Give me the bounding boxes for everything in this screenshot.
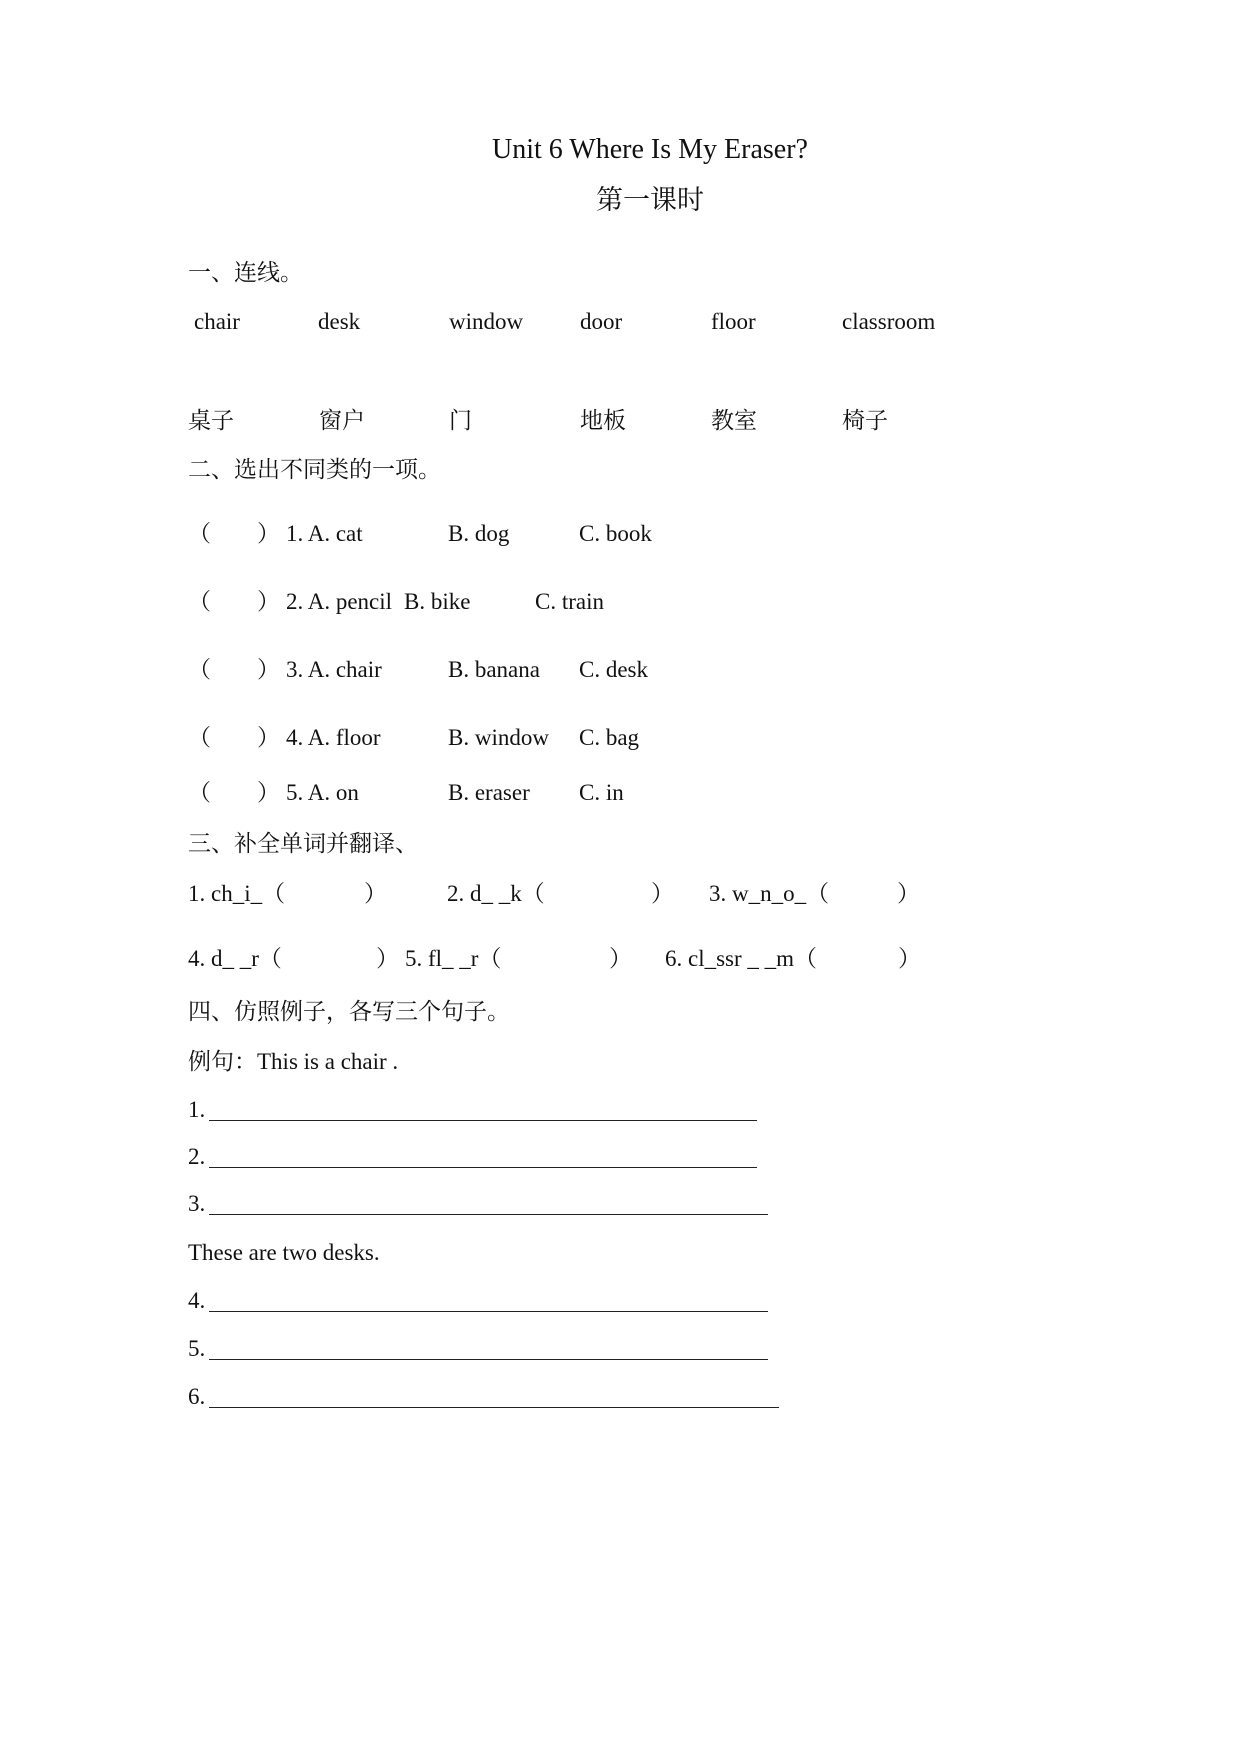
- answer-bracket[interactable]: （ ）: [188, 780, 280, 805]
- fill-close: ）: [376, 946, 399, 971]
- fill-word: 3. w_n_o_（: [709, 881, 830, 906]
- english-word: floor: [711, 309, 756, 334]
- fill-word: 2. d_ _k（: [447, 881, 545, 906]
- english-word: chair: [194, 309, 240, 334]
- option-c: C. desk: [579, 657, 648, 682]
- chinese-word: 桌子: [188, 408, 234, 433]
- option-b: B. dog: [448, 521, 510, 546]
- fill-word: 4. d_ _r（: [188, 946, 282, 971]
- option-a: 3. A. chair: [286, 657, 382, 682]
- page-title: Unit 6 Where Is My Eraser?: [492, 134, 808, 165]
- chinese-word: 教室: [711, 408, 757, 433]
- answer-line[interactable]: [209, 1214, 768, 1215]
- section1-heading: 一、连线。: [188, 260, 303, 285]
- english-word: door: [580, 309, 623, 334]
- fill-close: ）: [898, 946, 921, 971]
- fill-word: 5. fl_ _r（: [405, 946, 502, 971]
- option-a: 1. A. cat: [286, 521, 363, 546]
- option-b: B. bike: [404, 589, 471, 614]
- line-number: 6.: [188, 1384, 206, 1409]
- page-subtitle: 第一课时: [596, 185, 704, 215]
- answer-line[interactable]: [209, 1167, 757, 1168]
- answer-line[interactable]: [209, 1120, 757, 1121]
- answer-line[interactable]: [209, 1407, 779, 1408]
- fill-word: 6. cl_ssr _ _m（: [665, 946, 818, 971]
- answer-line[interactable]: [209, 1359, 768, 1360]
- answer-bracket[interactable]: （ ）: [188, 657, 280, 682]
- option-a: 5. A. on: [286, 780, 359, 805]
- english-word: window: [449, 309, 524, 334]
- english-word: classroom: [842, 309, 936, 334]
- chinese-word: 门: [449, 408, 472, 433]
- line-number: 4.: [188, 1288, 206, 1313]
- option-b: B. window: [448, 725, 549, 750]
- section3-heading: 三、补全单词并翻译、: [188, 831, 418, 856]
- example-sentence: These are two desks.: [188, 1240, 380, 1265]
- option-b: B. banana: [448, 657, 540, 682]
- option-a: 4. A. floor: [286, 725, 381, 750]
- answer-bracket[interactable]: （ ）: [188, 725, 280, 750]
- fill-close: ）: [609, 946, 632, 971]
- option-c: C. book: [579, 521, 652, 546]
- fill-close: ）: [897, 881, 920, 906]
- line-number: 5.: [188, 1336, 206, 1361]
- line-number: 2.: [188, 1144, 206, 1169]
- chinese-word: 地板: [580, 408, 626, 433]
- answer-bracket[interactable]: （ ）: [188, 589, 280, 614]
- english-word: desk: [318, 309, 361, 334]
- fill-close: ）: [364, 881, 387, 906]
- fill-word: 1. ch_i_（: [188, 881, 286, 906]
- option-a: 2. A. pencil: [286, 589, 393, 614]
- answer-line[interactable]: [209, 1311, 768, 1312]
- option-c: C. train: [535, 589, 604, 614]
- line-number: 3.: [188, 1191, 206, 1216]
- chinese-word: 窗户: [319, 408, 365, 433]
- section4-heading: 四、仿照例子，各写三个句子。: [188, 999, 510, 1024]
- fill-close: ）: [651, 881, 674, 906]
- option-c: C. bag: [579, 725, 640, 750]
- section2-heading: 二、选出不同类的一项。: [188, 457, 441, 482]
- answer-bracket[interactable]: （ ）: [188, 521, 280, 546]
- chinese-word: 椅子: [842, 408, 888, 433]
- example-sentence: 例句：This is a chair .: [188, 1049, 399, 1074]
- option-c: C. in: [579, 780, 624, 805]
- option-b: B. eraser: [448, 780, 530, 805]
- line-number: 1.: [188, 1097, 206, 1122]
